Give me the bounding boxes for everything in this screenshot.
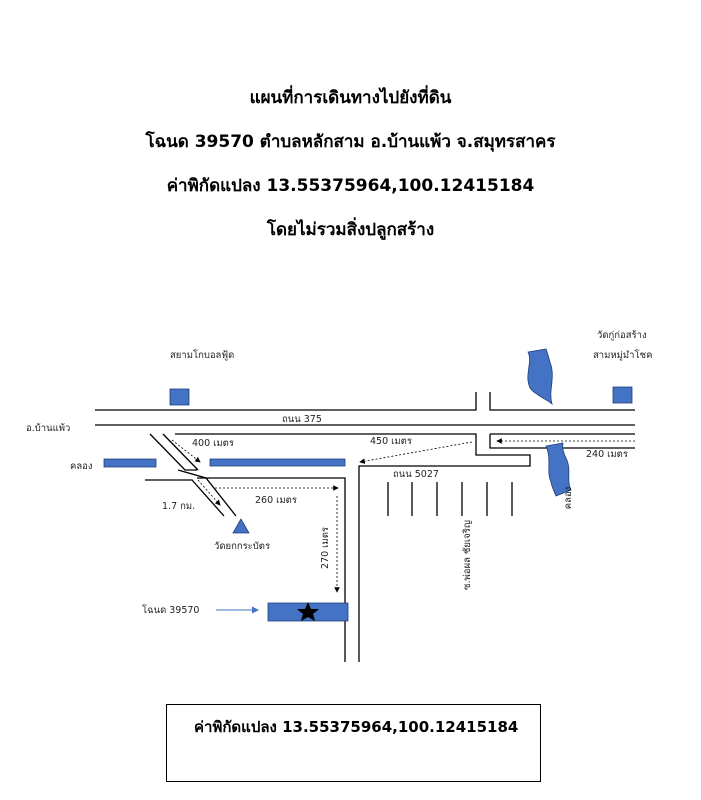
soi-branches bbox=[388, 482, 512, 516]
siam-global-marker bbox=[170, 389, 189, 405]
canal-left bbox=[104, 459, 156, 467]
wat-kor-sang-marker bbox=[613, 387, 632, 403]
label-distance-240: 240 เมตร bbox=[586, 449, 628, 460]
label-chanot: โฉนด 39570 bbox=[142, 605, 200, 616]
map-subtitle-coordinates: ค่าพิกัดแปลง 13.55375964,100.12415184 bbox=[166, 176, 535, 196]
label-distance-270: 270 เมตร bbox=[320, 527, 331, 569]
label-distance-400: 400 เมตร bbox=[192, 438, 234, 449]
coordinates-text: ค่าพิกัดแปลง 13.55375964,100.12415184 bbox=[194, 718, 519, 736]
label-sam-mu: สามหมู่มำโชค bbox=[593, 350, 653, 361]
label-distance-260: 260 เมตร bbox=[255, 495, 297, 506]
map-title: แผนที่การเดินทางไปยังที่ดิน bbox=[249, 88, 452, 108]
label-canal-right: คลอง bbox=[563, 486, 574, 510]
label-ban-phaeo: อ.บ้านแพ้ว bbox=[26, 423, 71, 434]
label-road-375: ถนน 375 bbox=[282, 414, 322, 425]
coordinates-box bbox=[166, 704, 541, 782]
label-canal-left: คลอง bbox=[70, 461, 93, 472]
label-wat-yokkrabat: วัดยกกระบัตร bbox=[214, 541, 271, 552]
canal-top-right bbox=[528, 349, 552, 404]
label-wat-kor-sang: วัดกู่ก่อสร้าง bbox=[597, 330, 647, 341]
map-subtitle-deed: โฉนด 39570 ตำบลหลักสาม อ.บ้านแพ้ว จ.สมุทรสาคร bbox=[145, 132, 556, 152]
label-road-5027: ถนน 5027 bbox=[393, 469, 439, 480]
label-soi-phon: ซ.พ่อผล ชัยเจริญ bbox=[462, 520, 473, 590]
canal-center bbox=[210, 459, 345, 466]
label-siam-global: สยามโกบอลฟู้ด bbox=[170, 350, 235, 361]
label-distance-450: 450 เมตร bbox=[370, 436, 412, 447]
label-distance-17km: 1.7 กม. bbox=[162, 501, 196, 512]
triangle-icon bbox=[233, 519, 249, 533]
map-subtitle-note: โดยไม่รวมสิ่งปลูกสร้าง bbox=[266, 220, 435, 240]
